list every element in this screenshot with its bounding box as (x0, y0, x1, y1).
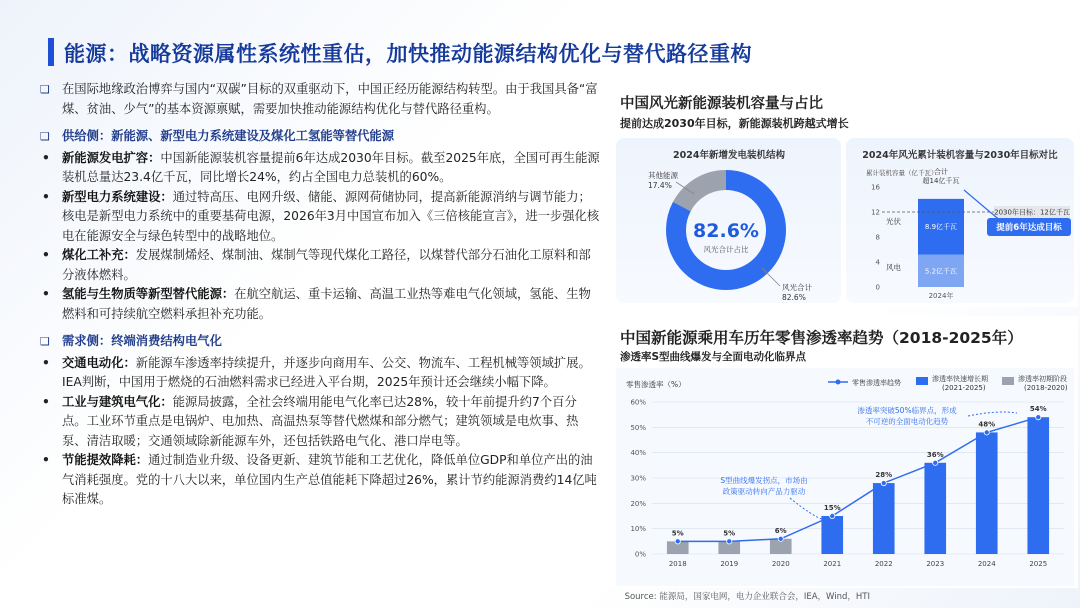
nev-point (727, 539, 732, 544)
wind-value: 5.2亿千瓦 (924, 267, 958, 276)
legend-fast-title: 渗透率快速增长期 (932, 375, 988, 383)
nev-y-tick: 0% (634, 550, 646, 559)
checkbox-bullet-icon: ❑ (40, 83, 50, 96)
nev-x-tick: 2025 (1029, 560, 1048, 568)
nev-bar (873, 483, 895, 554)
nev-point (830, 513, 835, 518)
demand-heading-text: 需求侧：终端消费结构电气化 (62, 334, 222, 348)
bar-y-tick: 12 (871, 208, 880, 217)
supply-item-term: 煤化工补充： (62, 248, 136, 262)
nev-y-tick: 60% (630, 398, 646, 407)
supply-heading-text: 供给侧：新能源、新型电力系统建设及煤化工氢能等替代能源 (62, 129, 395, 143)
legend-early-swatch (1002, 377, 1014, 385)
supply-item (40, 285, 600, 324)
nev-bar (1027, 417, 1049, 554)
bar-title: 2024年风光累计装机容量与2030年目标对比 (862, 150, 1058, 161)
supply-item-term: 新能源发电扩容： (62, 150, 161, 165)
nev-y-tick: 30% (630, 474, 646, 483)
nev-y-axis-label: 零售渗透率（%） (626, 380, 686, 389)
nev-data-label: 15% (823, 504, 841, 512)
bullet-dot-icon: • (42, 453, 50, 467)
nev-x-tick: 2019 (720, 560, 739, 568)
annotation-threshold-line2: 不可逆的全面电动化趋势 (865, 417, 949, 426)
capacity-charts-svg (612, 82, 1078, 307)
nev-x-tick: 2020 (771, 560, 790, 568)
nev-point (778, 536, 783, 541)
annotation-s-curve-line1: S型曲线爆发拐点，市场由 (720, 476, 808, 485)
legend-fast-range: (2021-2025) (942, 384, 986, 392)
nev-x-tick: 2018 (668, 560, 687, 568)
nev-chart-subtitle: 渗透率S型曲线爆发与全面电动化临界点 (620, 351, 807, 363)
annotation-threshold-line1: 渗透率突破50%临界点，形成 (857, 406, 957, 415)
bullet-dot-icon: • (42, 355, 50, 370)
donut-other-label: 其他能源 (648, 171, 678, 180)
supply-item-term: 新型电力系统建设： (62, 189, 173, 204)
nev-point (881, 480, 886, 485)
nev-data-label: 5% (671, 529, 684, 538)
nev-y-tick: 50% (630, 423, 646, 432)
page-title: 能源：战略资源属性系统性重估，加快推动能源结构优化与替代路径重构 (64, 42, 752, 66)
legend-early-title: 渗透率初期阶段 (1018, 375, 1067, 383)
nev-y-tick: 40% (630, 449, 646, 458)
bullet-dot-icon: • (42, 150, 50, 165)
nev-bar (821, 516, 843, 554)
nev-data-label: 6% (774, 526, 787, 535)
donut-center-value: 82.6% (693, 220, 759, 242)
total-label: 合计 (934, 168, 948, 176)
supply-item-text: 通过特高压、电网升级、储能、源网荷储协同，提高新能源消纳与调节能力；核电是新型电力系统中的重要基荷电源，2026年3月中国宣布加入《三倍核能宣言》，进一步强化核电在能源安全与绿色转型中的战略地位。 (62, 189, 600, 243)
nev-y-tick: 10% (630, 525, 646, 534)
intro-text: 在国际地缘政治博弈与国内“双碳”目标的双重驱动下，中国正经历能源结构转型。由于我国具备“富煤、贫油、少气”的基本资源禀赋，需要加快推动能源结构优化与替代路径重构。 (62, 82, 598, 116)
bar-axis-label: 累计装机容量（亿千瓦） (866, 169, 938, 177)
demand-item-text: 能源局披露，全社会终端用能电气化率已达28%，较十年前提升约7个百分点。工业环节重点是电锅炉、电加热、高温热泵等替代燃煤和部分燃气；建筑领域是电炊事、热泵、清洁取暖；交通领域除新能源车外，还包括铁路电气化、港口岸电等。 (62, 394, 579, 448)
nev-data-label: 5% (723, 529, 736, 538)
demand-item (40, 354, 600, 393)
bar-category-label: 2024年 (928, 292, 954, 300)
supply-item-text: 发展煤制烯烃、煤制油、煤制气等现代煤化工路径，以煤替代部分石油化工原料和部分液体燃料。 (62, 248, 591, 282)
capacity-panel-title: 中国风光新能源装机容量与占比 (620, 96, 823, 112)
nev-point (1036, 415, 1041, 420)
total-value: 超14亿千瓦 (922, 177, 960, 185)
nev-data-label: 48% (978, 420, 996, 429)
nev-bar (924, 463, 946, 554)
intro-paragraph (40, 80, 600, 119)
supply-item-text: 中国新能源装机容量提前6年达成2030年目标。截至2025年底，全国可再生能源装机总量达23.4亿千瓦，同比增长24%，约占全国电力总装机的60%。 (62, 150, 600, 184)
nev-x-tick: 2021 (823, 560, 842, 568)
nev-chart-svg (612, 316, 1078, 588)
nev-bar (976, 432, 998, 554)
donut-title: 2024年新增发电装机结构 (673, 150, 785, 161)
nev-x-tick: 2024 (977, 560, 996, 568)
callout-text: 提前6年达成目标 (996, 223, 1062, 233)
demand-item (40, 451, 600, 510)
donut-center-label: 风光合计占比 (703, 245, 749, 254)
checkbox-bullet-icon: ❑ (40, 335, 50, 348)
left-text-column (40, 80, 600, 510)
nev-point (984, 430, 989, 435)
nev-point (933, 460, 938, 465)
bar-y-tick: 0 (875, 283, 880, 292)
nev-data-label: 54% (1029, 405, 1047, 414)
solar-value: 8.9亿千瓦 (924, 223, 958, 232)
checkbox-bullet-icon: ❑ (40, 130, 50, 143)
demand-heading (40, 332, 600, 352)
demand-item-term: 工业与建筑电气化： (62, 394, 173, 409)
legend-fast-swatch (916, 377, 928, 385)
nev-x-tick: 2022 (874, 560, 893, 568)
capacity-panel (612, 82, 1078, 307)
bullet-dot-icon: • (42, 394, 50, 409)
donut-other-pct: 17.4% (648, 181, 672, 190)
nev-y-tick: 20% (630, 499, 646, 508)
bar-y-tick: 16 (871, 183, 880, 192)
bullet-dot-icon: • (42, 189, 50, 204)
nev-x-tick: 2023 (926, 560, 945, 568)
nev-data-label: 36% (926, 450, 944, 459)
bar-y-tick: 4 (875, 258, 880, 267)
capacity-panel-subtitle: 提前达成2030年目标，新能源装机跨越式增长 (620, 117, 849, 130)
supply-item (40, 149, 600, 188)
supply-item-term: 氢能与生物质等新型替代能源： (62, 287, 235, 301)
solar-label: 光伏 (886, 217, 901, 226)
annotation-s-curve-line2: 政策驱动转向产品力驱动 (722, 487, 806, 496)
supply-item-text: 在航空航运、重卡运输、高温工业热等难电气化领域，氢能、生物燃料和可持续航空燃料承担补充功能。 (62, 287, 591, 321)
bullet-dot-icon: • (42, 287, 50, 301)
donut-main-label: 风光合计 (782, 283, 812, 292)
bullet-dot-icon: • (42, 248, 50, 262)
legend-line-label: 零售渗透率趋势 (852, 379, 901, 387)
supply-item (40, 246, 600, 285)
demand-item-term: 交通电动化： (62, 355, 136, 370)
donut-main-pct: 82.6% (782, 293, 806, 302)
legend-line-marker (836, 380, 841, 385)
legend-early-range: (2018-2020) (1024, 384, 1068, 392)
title-accent-bar (48, 38, 54, 66)
bar-y-tick: 8 (875, 233, 880, 242)
demand-item-text: 通过制造业升级、设备更新、建筑节能和工艺优化，降低单位GDP和单位产出的油气消耗强度。党的十八大以来，单位国内生产总值能耗下降超过26%，累计节约能源消费约14亿吨标准煤。 (62, 453, 597, 506)
source-note: Source: 能源局，国家电网，电力企业联合会，IEA，Wind，HTI (624, 592, 870, 602)
nev-panel (612, 316, 1078, 588)
nev-data-label: 28% (875, 471, 893, 480)
demand-item-term: 节能提效降耗： (62, 453, 149, 467)
supply-item (40, 188, 600, 247)
supply-heading (40, 127, 600, 147)
nev-chart-title: 中国新能源乘用车历年零售渗透率趋势（2018-2025年） (620, 329, 1023, 347)
demand-item (40, 393, 600, 452)
demand-item-text: 新能源车渗透率持续提升，并逐步向商用车、公交、物流车、工程机械等领域扩展。IEA判断，中国用于燃烧的石油燃料需求已经进入平台期，2025年预计还会继续小幅下降。 (62, 355, 591, 389)
nev-point (675, 539, 680, 544)
wind-label: 风电 (886, 263, 901, 272)
target-label: 2030年目标：12亿千瓦 (994, 208, 1070, 217)
